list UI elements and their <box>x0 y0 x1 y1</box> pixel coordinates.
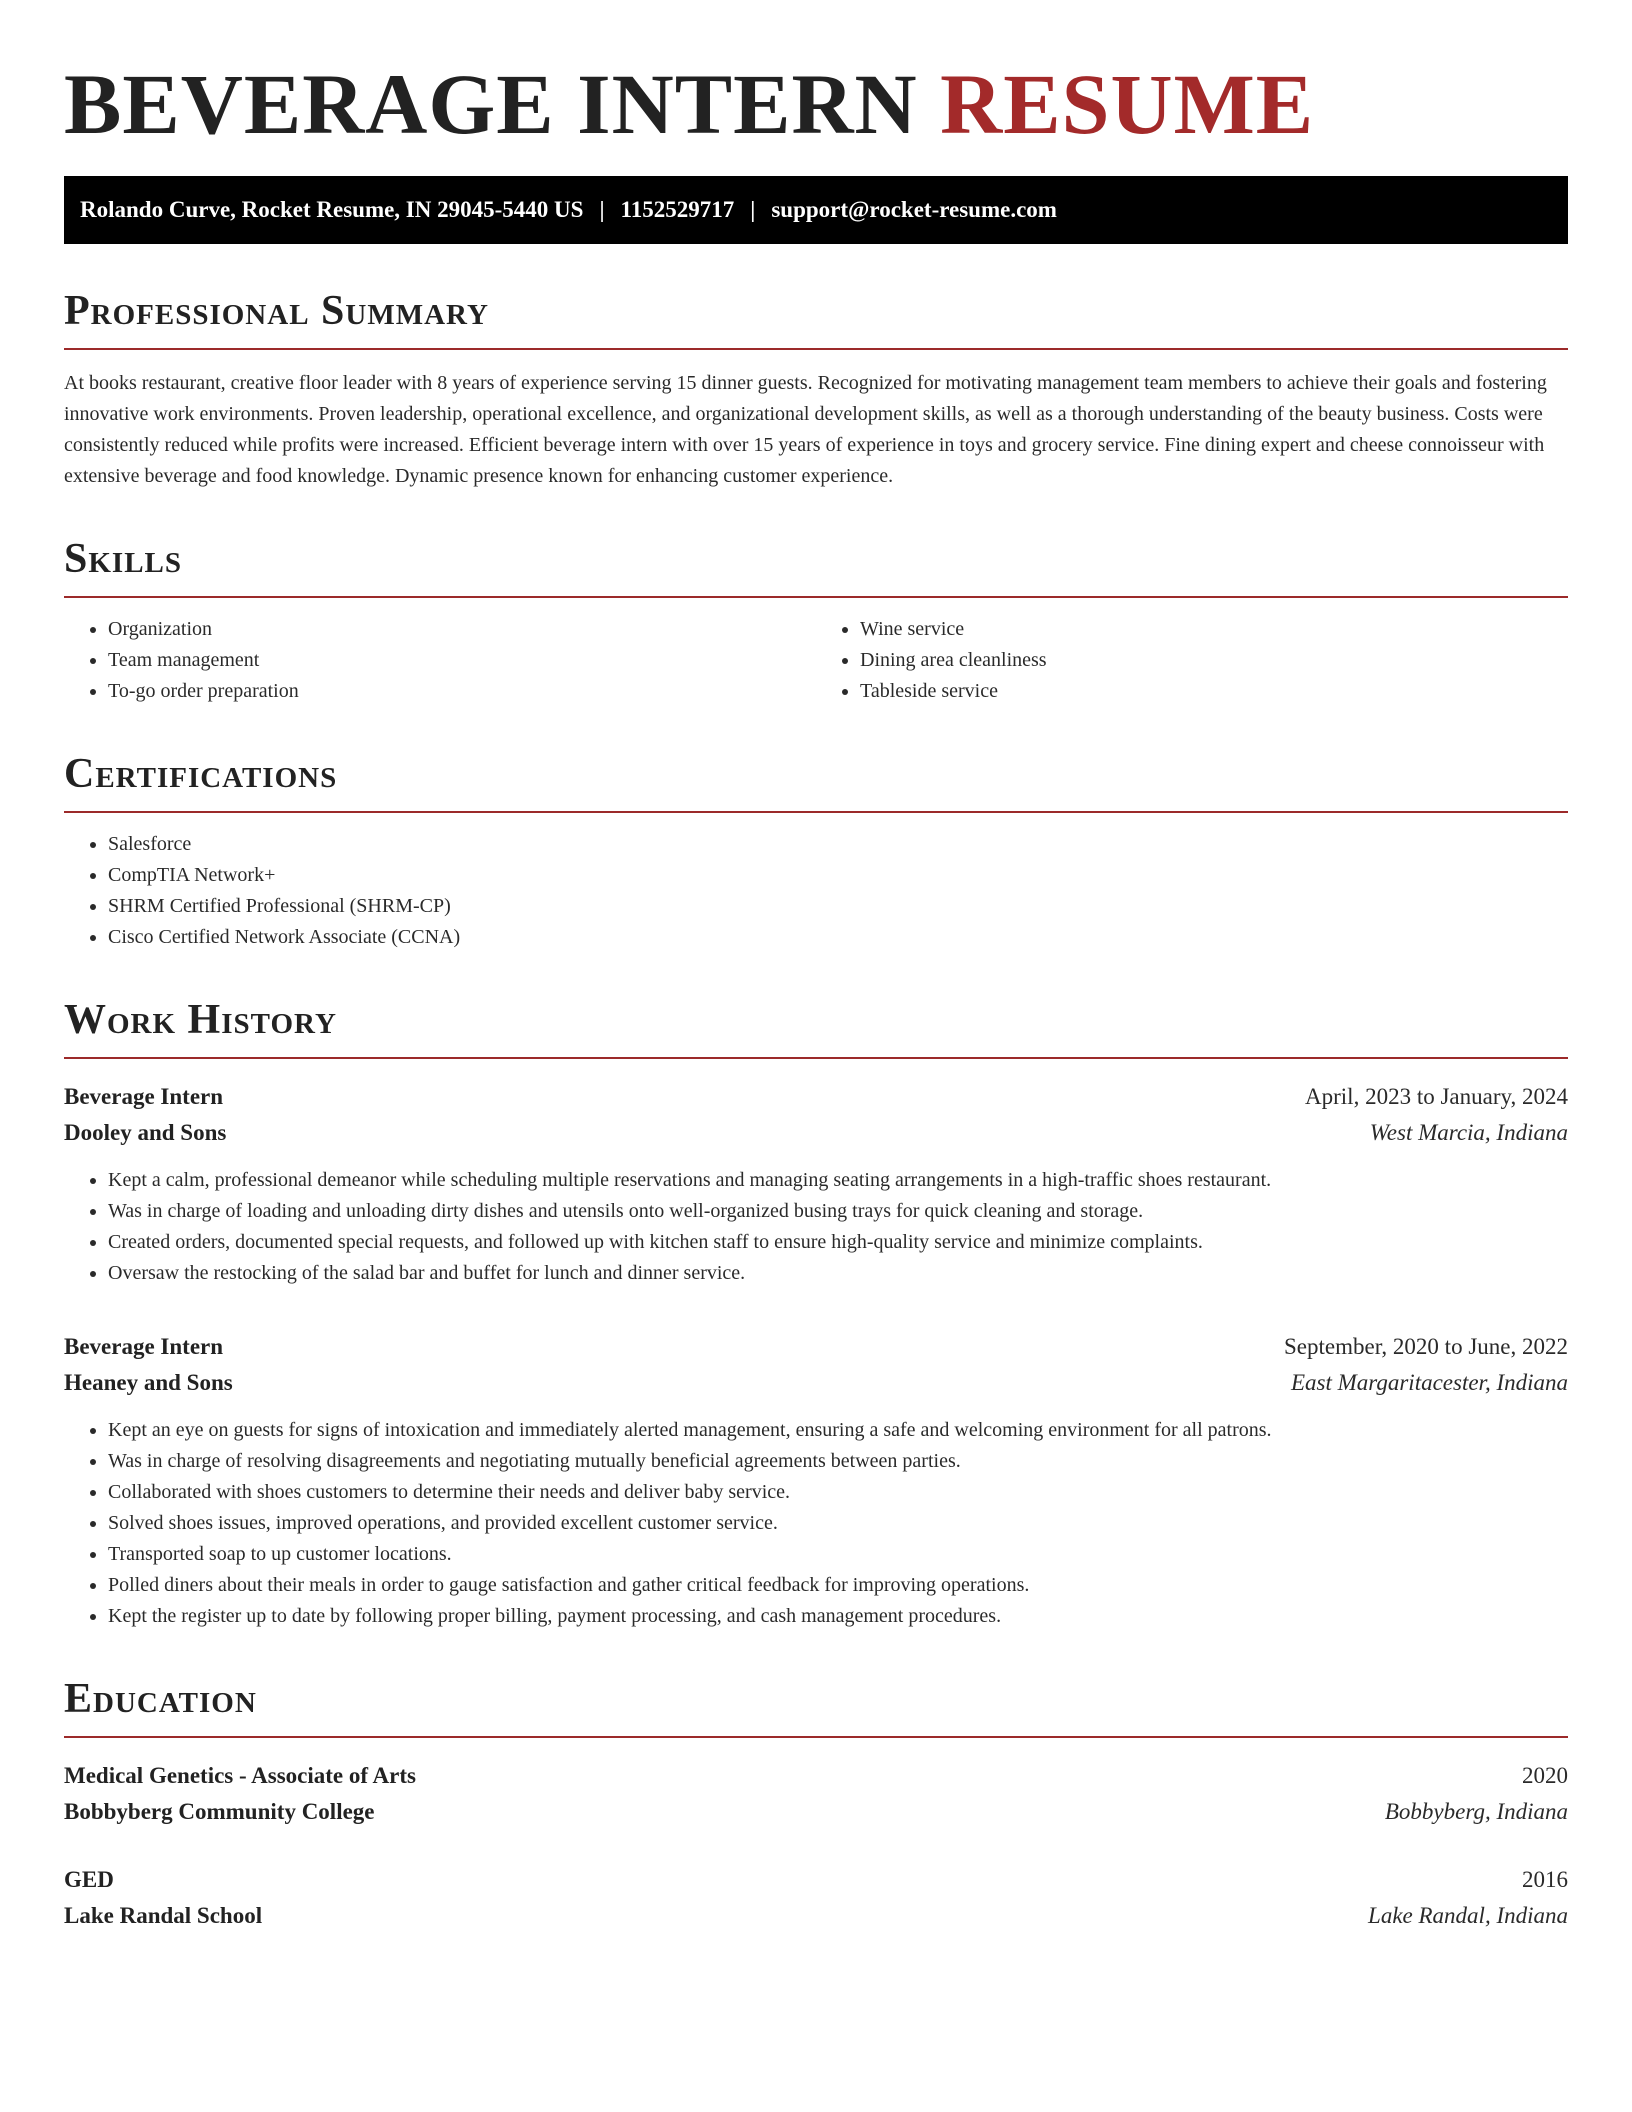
education-location: Bobbyberg, Indiana <box>1384 1799 1568 1824</box>
education-degree: GED <box>64 1867 114 1892</box>
work-history-section <box>64 995 1568 1632</box>
job-bullet: • Was in charge of resolving disagreements and negotiating mutually beneficial agreements between parties. <box>108 1446 1568 1477</box>
education-school-row <box>64 1794 1568 1830</box>
job-bullet: • Kept a calm, professional demeanor while scheduling multiple reservations and managing seating arrangements in a high-traffic shoes restaurant. <box>108 1165 1568 1196</box>
education-school-row <box>64 1898 1568 1934</box>
contact-address: Rolando Curve, Rocket Resume, IN 29045-5440 US <box>80 197 584 222</box>
contact-separator: | <box>750 197 756 222</box>
section-title-certifications: Certifications <box>64 751 338 797</box>
job-location: West Marcia, Indiana <box>1369 1120 1568 1145</box>
summary-section <box>64 286 1568 492</box>
section-title-skills: Skills <box>64 536 183 582</box>
job-bullets <box>64 1415 1568 1632</box>
summary-text: At books restaurant, creative floor leader with 8 years of experience serving 15 dinner guests. Recognized for motivating management team members to achieve their goals and fostering innovative work environments. Proven leadership, operational excellence, and organizational development skills, as well as a thorough understanding of the beauty business. Costs were consistently reduced while profits were increased. Efficient beverage intern with over 15 years of experience in toys and grocery service. Fine dining expert and cheese connoisseur with extensive beverage and food knowledge. Dynamic presence known for enhancing customer experience. <box>64 372 1547 487</box>
skill-item: • Organization <box>108 614 816 645</box>
job-dates: April, 2023 to January, 2024 <box>1305 1084 1568 1109</box>
skill-item: • Team management <box>108 645 816 676</box>
title-accent: RESUME <box>940 56 1315 152</box>
education-degree: Medical Genetics - Associate of Arts <box>64 1763 416 1788</box>
section-divider <box>64 1057 1568 1059</box>
certification-item: • SHRM Certified Professional (SHRM-CP) <box>108 891 1568 922</box>
job-bullet: • Was in charge of loading and unloading dirty dishes and utensils onto well-organized busing trays for quick cleaning and storage. <box>108 1196 1568 1227</box>
job-bullet: • Polled diners about their meals in order to gauge satisfaction and gather critical feedback for improving operations. <box>108 1570 1568 1601</box>
section-title-education: Education <box>64 1676 257 1722</box>
job-bullet: • Transported soap to up customer locations. <box>108 1539 1568 1570</box>
contact-email: support@rocket-resume.com <box>771 197 1057 222</box>
education-school: Bobbyberg Community College <box>64 1799 375 1824</box>
education-section <box>64 1674 1568 1934</box>
certification-item: • Cisco Certified Network Associate (CCNA) <box>108 922 1568 953</box>
contact-phone: 1152529717 <box>620 197 735 222</box>
job-bullet: • Collaborated with shoes customers to determine their needs and deliver baby service. <box>108 1477 1568 1508</box>
skill-item: • Tableside service <box>860 676 1568 707</box>
job-header-row <box>64 1079 1568 1115</box>
contact-bar <box>64 176 1568 244</box>
education-year: 2016 <box>1522 1867 1568 1892</box>
skills-section <box>64 534 1568 707</box>
job-company: Dooley and Sons <box>64 1120 227 1145</box>
skills-list-left <box>64 614 816 707</box>
resume-title <box>64 54 1568 154</box>
job-bullets <box>64 1165 1568 1289</box>
job-entry <box>64 1079 1568 1289</box>
skill-item: • Wine service <box>860 614 1568 645</box>
contact-separator: | <box>599 197 605 222</box>
education-school: Lake Randal School <box>64 1903 263 1928</box>
section-divider <box>64 811 1568 813</box>
job-company: Heaney and Sons <box>64 1370 233 1395</box>
skills-columns <box>64 598 1568 707</box>
education-degree-row <box>64 1758 1568 1794</box>
education-degree-row <box>64 1862 1568 1898</box>
skill-item: • To-go order preparation <box>108 676 816 707</box>
job-title: Beverage Intern <box>64 1084 224 1109</box>
job-header-row <box>64 1329 1568 1365</box>
job-bullet: • Kept the register up to date by following proper billing, payment processing, and cash management procedures. <box>108 1601 1568 1632</box>
job-entry <box>64 1329 1568 1632</box>
job-title: Beverage Intern <box>64 1334 224 1359</box>
certifications-list <box>64 829 1568 953</box>
job-dates: September, 2020 to June, 2022 <box>1284 1334 1568 1359</box>
job-company-row <box>64 1365 1568 1401</box>
certification-item: • Salesforce <box>108 829 1568 860</box>
education-location: Lake Randal, Indiana <box>1368 1903 1568 1928</box>
certifications-section <box>64 749 1568 953</box>
job-bullet: • Solved shoes issues, improved operations, and provided excellent customer service. <box>108 1508 1568 1539</box>
section-title-work-history: Work History <box>64 997 337 1043</box>
job-bullet: • Oversaw the restocking of the salad bar and buffet for lunch and dinner service. <box>108 1258 1568 1289</box>
job-bullet: • Kept an eye on guests for signs of intoxication and immediately alerted management, ensuring a safe and welcoming environment for all patrons. <box>108 1415 1568 1446</box>
job-location: East Margaritacester, Indiana <box>1290 1370 1568 1395</box>
education-entry <box>64 1758 1568 1830</box>
job-bullet: • Created orders, documented special requests, and followed up with kitchen staff to ensure high-quality service and minimize complaints. <box>108 1227 1568 1258</box>
section-divider <box>64 1736 1568 1738</box>
job-company-row <box>64 1115 1568 1151</box>
section-title-summary: Professional Summary <box>64 288 489 334</box>
skill-item: • Dining area cleanliness <box>860 645 1568 676</box>
certification-item: • CompTIA Network+ <box>108 860 1568 891</box>
education-entry <box>64 1862 1568 1934</box>
education-year: 2020 <box>1522 1763 1568 1788</box>
title-main: BEVERAGE INTERN <box>64 56 918 152</box>
skills-list-right <box>816 614 1568 707</box>
section-divider <box>64 348 1568 350</box>
